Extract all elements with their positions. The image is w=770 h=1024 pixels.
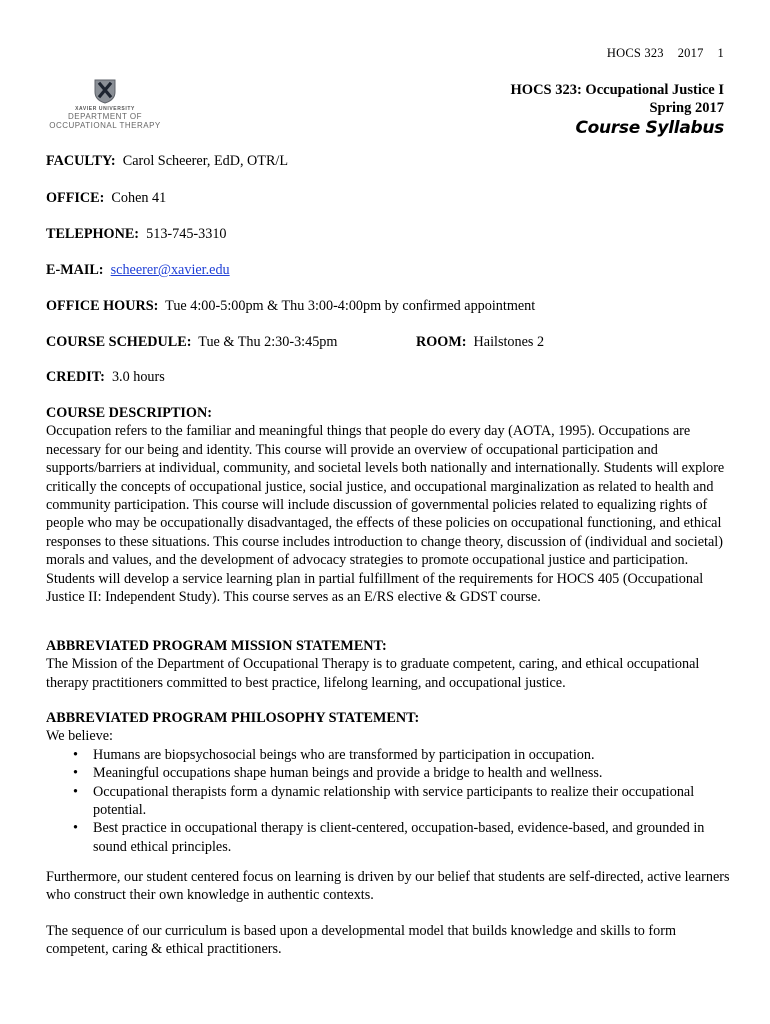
email-row: [46, 262, 230, 279]
credit-value: 3.0 hours: [111, 369, 165, 385]
schedule-label: COURSE SCHEDULE:: [46, 334, 192, 350]
header-year: 2017: [677, 46, 704, 60]
course-description-heading: COURSE DESCRIPTION:: [46, 405, 212, 421]
list-item: • Occupational therapists form a dynamic relationship with service participants to realize their occupational potential.: [93, 783, 732, 820]
course-description-section: [46, 404, 732, 606]
logo-university: XAVIER UNIVERSITY: [75, 106, 135, 112]
list-item: • Best practice in occupational therapy is client-centered, occupation-based, evidence-based, and grounded in sound ethical principles.: [93, 819, 732, 856]
list-item: • Meaningful occupations shape human beings and provide a bridge to health and wellness.: [93, 764, 732, 782]
email-label: E-MAIL:: [46, 262, 104, 278]
course-term: Spring 2017: [649, 100, 724, 116]
department-logo: [46, 78, 164, 130]
office-value: Cohen 41: [111, 190, 167, 206]
document-type: Course Syllabus: [575, 118, 724, 138]
credit-row: [46, 369, 165, 386]
telephone-label: TELEPHONE:: [46, 226, 140, 242]
title-block: [511, 81, 724, 137]
office-hours-label: OFFICE HOURS:: [46, 298, 159, 314]
credit-label: CREDIT:: [46, 369, 105, 385]
faculty-value: Carol Scheerer, EdD, OTR/L: [122, 153, 289, 169]
philosophy-bullets: [46, 746, 732, 856]
xavier-shield-icon: [93, 78, 117, 104]
logo-department-line1: DEPARTMENT OF: [67, 112, 143, 121]
philosophy-heading: ABBREVIATED PROGRAM PHILOSOPHY STATEMENT:: [46, 710, 420, 726]
sequence-paragraph: [46, 922, 732, 959]
header-course-code: HOCS 323: [606, 46, 664, 60]
office-hours-row: [46, 298, 535, 315]
room-value: Hailstones 2: [473, 334, 545, 350]
telephone-value: 513-745-3310: [146, 226, 227, 242]
mission-section: [46, 637, 732, 692]
philosophy-section: [46, 709, 732, 856]
course-title: HOCS 323: Occupational Justice I: [510, 82, 724, 98]
office-label: OFFICE:: [46, 190, 105, 206]
sequence-text: The sequence of our curriculum is based upon a developmental model that builds knowledge and skills to form competent, caring & ethical practitioners.: [46, 923, 677, 958]
mission-heading: ABBREVIATED PROGRAM MISSION STATEMENT:: [46, 638, 387, 654]
running-header: [593, 46, 724, 61]
schedule-value: Tue & Thu 2:30-3:45pm: [198, 334, 338, 350]
schedule-row: [46, 334, 337, 351]
room-row: [416, 334, 544, 351]
course-description-text: Occupation refers to the familiar and meaningful things that people do every day (AOTA, 1995). Occupations are necessary for our being and identity. This course will provide an overview of occupational participation and supports/barriers at individual, community, and societal levels both nationally and internationally. Students will explore critically the concepts of occupational justice, social justice, and occupational marginalization as related to health and community participation. This course will include discussion of governmental policies related to equalizing rights of people who may be occupationally disadvantaged, the effects of these policies on occupational functioning, and ethical responses to these situations. This course includes introduction to change theory, discussion of (individual and societal) morals and values, and the development of advocacy strategies to promote occupational justice and participation. Students will develop a service learning plan in partial fulfillment of the requirements for HOCS 405 (Occupational Justice II: Independent Study). This course serves as an E/RS elective & GDST course.: [46, 423, 725, 606]
room-label: ROOM:: [416, 334, 467, 350]
email-link[interactable]: scheerer@xavier.edu: [110, 262, 230, 278]
telephone-row: [46, 226, 227, 243]
logo-department-line2: OCCUPATIONAL THERAPY: [49, 121, 161, 130]
mission-text: The Mission of the Department of Occupational Therapy is to graduate competent, caring, and ethical occupational therapy practitioners committed to best practice, lifelong learning, and occupational justice.: [46, 656, 700, 691]
list-item: • Humans are biopsychosocial beings who are transformed by participation in occupation.: [93, 746, 732, 764]
header-page-number: 1: [717, 46, 724, 60]
faculty-row: [46, 153, 288, 170]
philosophy-intro: We believe:: [46, 728, 114, 745]
office-hours-value: Tue 4:00-5:00pm & Thu 3:00-4:00pm by confirmed appointment: [165, 298, 536, 314]
faculty-label: FACULTY:: [46, 153, 116, 169]
office-row: [46, 190, 166, 207]
furthermore-text: Furthermore, our student centered focus on learning is driven by our belief that students are self-directed, active learners who construct their own knowledge in authentic contexts.: [46, 869, 730, 904]
furthermore-paragraph: [46, 868, 732, 905]
